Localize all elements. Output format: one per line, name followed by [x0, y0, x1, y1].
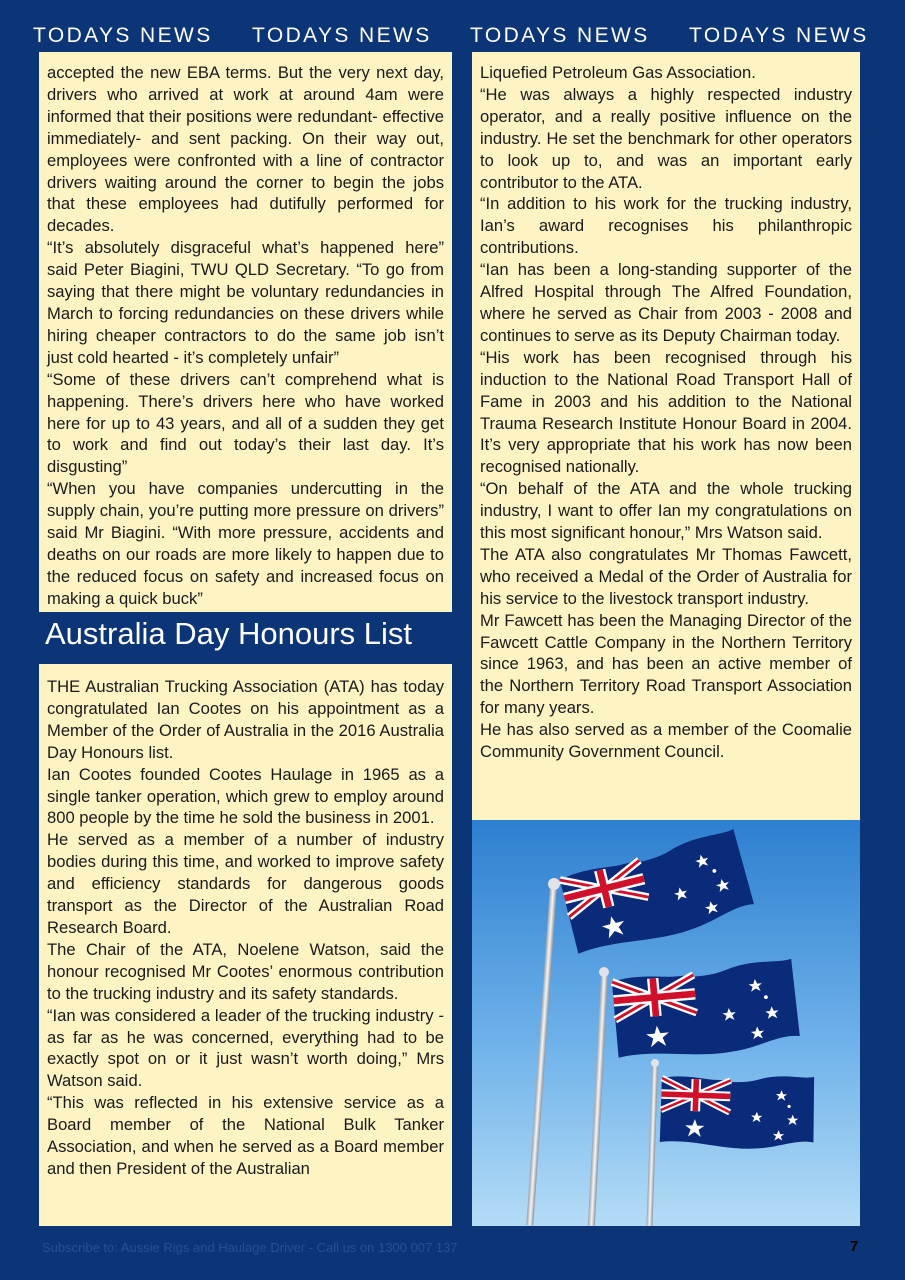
article-paragraph: THE Australian Trucking Association (ATA) has today congratulated Ian Cootes on his appointment as a Member of the Order of Australia in the 2016 Australia Day Honours list. — [47, 677, 444, 762]
article-continuation-box — [39, 52, 452, 612]
flag-pole-finial — [548, 878, 560, 890]
article-paragraph: He has also served as a member of the Coomalie Community Government Council. — [480, 720, 852, 762]
article-paragraph: “He was always a highly respected industry operator, and a really positive influence on the industry. He set the benchmark for other operators to look up to, and was an important early contributor to the ATA. — [480, 84, 852, 192]
flag-pole-finial — [651, 1059, 659, 1067]
australian-flags-photo — [472, 820, 860, 1226]
section-heading: Australia Day Honours List — [45, 616, 412, 651]
article-paragraph: “It’s absolutely disgraceful what’s happened here” said Peter Biagini, TWU QLD Secretary. “To go from saying that there might be voluntary redundancies in March to forcing redundancies on these drivers while hiring cheaper contractors to do the same job isn’t just cold hearted - it’s completely unfair” — [47, 238, 444, 367]
article-paragraph: “When you have companies undercutting in the supply chain, you’re putting more pressure on drivers” said Mr Biagini. “With more pressure, accidents and deaths on our roads are more likely to happen due to the reduced focus on safety and increased focus on making a quick buck” — [47, 479, 444, 608]
article-paragraph: The Chair of the ATA, Noelene Watson, said the honour recognised Mr Cootes’ enormous contribution to the trucking industry and its safety standards. — [47, 939, 444, 1003]
header-label-3: TODAYS NEWS — [470, 24, 650, 47]
header-label-2: TODAYS NEWS — [252, 24, 432, 47]
article-paragraph: Mr Fawcett has been the Managing Director of the Fawcett Cattle Company in the Northern Territory since 1963, and has been an active member of the Northern Territory Road Transport Association for many years. — [480, 610, 852, 718]
honours-article-box — [39, 664, 452, 1226]
article-paragraph: “On behalf of the ATA and the whole trucking industry, I want to offer Ian my congratulations on this most significant honour,” Mrs Watson said. — [480, 479, 852, 543]
article-paragraph: He served as a member of a number of industry bodies during this time, and worked to improve safety and efficiency standards for dangerous goods transport as the Director of the Australian Road Research Board. — [47, 830, 444, 937]
article-paragraph: “This was reflected in his extensive service as a Board member of the National Bulk Tanker Association, and when he served as a Board member and then President of the Australian — [47, 1093, 444, 1178]
article-paragraph: “Some of these drivers can’t comprehend what is happening. There’s drivers here who have worked here for up to 43 years, and all of a sudden they get to work and find out today’s their last day. It’s disgusting” — [47, 369, 444, 477]
article-paragraph: “His work has been recognised through his induction to the National Road Transport Hall of Fame in 2003 and his addition to the National Trauma Research Institute Honour Board in 2004. It’s very appropriate that his work has now been recognised nationally. — [480, 347, 852, 477]
article-paragraph: accepted the new EBA terms. But the very next day, drivers who arrived at work at around 4am were informed that their positions were redundant- effective immediately- and sent packing. On their way out, employees were confronted with a line of contractor drivers waiting around the corner to begin the jobs that these employees had dutifully performed for decades. — [47, 63, 444, 236]
article-paragraph: “Ian has been a long-standing supporter of the Alfred Hospital through The Alfred Foundation, where he served as Chair from 2003 - 2008 and continues to serve as its Deputy Chairman today. — [480, 260, 852, 345]
footer-subscribe-text: Subscribe to: Aussie Rigs and Haulage Driver - Call us on 1300 007 137 — [42, 1240, 458, 1255]
header-label-1: TODAYS NEWS — [33, 24, 213, 47]
article-paragraph: Ian Cootes founded Cootes Haulage in 1965 as a single tanker operation, which grew to employ around 800 people by the time he sold the business in 2001. — [47, 764, 444, 828]
flag-pole-finial — [599, 967, 609, 977]
page-number: 7 — [850, 1238, 859, 1255]
article-paragraph: “In addition to his work for the trucking industry, Ian’s award recognises his philanthropic contributions. — [480, 194, 852, 258]
article-paragraph: The ATA also congratulates Mr Thomas Fawcett, who received a Medal of the Order of Australia for his service to the livestock transport industry. — [480, 544, 852, 608]
header-label-4: TODAYS NEWS — [689, 24, 869, 47]
honours-article-continuation-box — [472, 52, 860, 820]
article-paragraph: Liquefied Petroleum Gas Association. — [480, 63, 756, 82]
article-paragraph: “Ian was considered a leader of the trucking industry - as far as he was concerned, everything had to be exactly spot on or it just wasn’t worth doing,” Mrs Watson said. — [47, 1005, 444, 1091]
australian-flag — [660, 1072, 816, 1152]
